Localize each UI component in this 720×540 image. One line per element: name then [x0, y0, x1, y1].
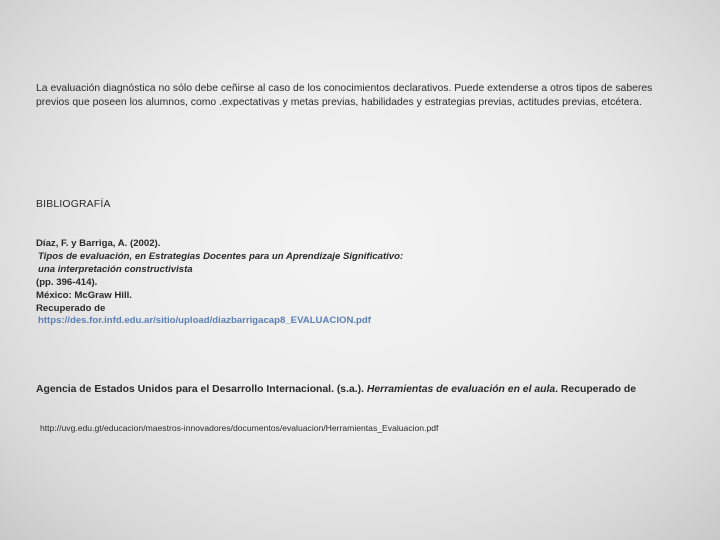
reference-2-url[interactable]: http://uvg.edu.gt/educacion/maestros-innovadores/documentos/evaluacion/Herramientas_Evaluacion.pdf — [40, 423, 439, 433]
reference-1-title-line1: Tipos de evaluación, en Estrategias Docentes para un Aprendizaje Significativo: — [38, 250, 404, 262]
intro-paragraph: La evaluación diagnóstica no sólo debe ceñirse al caso de los conocimientos declarativos. Puede extenderse a otros tipos de saberes previos que poseen los alumnos, como .expectativas y metas previas, habilidades y estrategias previas, actitudes previas, etcétera. — [36, 83, 653, 108]
reference-2-author: Agencia de Estados Unidos para el Desarrollo Internacional. (s.a.). — [36, 384, 364, 395]
reference-1-pages: (pp. 396-414). — [36, 276, 98, 288]
reference-2-retrieved: . Recuperado de — [555, 384, 636, 395]
bibliography-heading: BIBLIOGRAFÍA — [36, 199, 111, 210]
reference-1-title-line2: una interpretación constructivista — [38, 263, 193, 275]
reference-2 — [36, 383, 686, 398]
reference-1-url-link[interactable]: https://des.for.infd.edu.ar/sitio/upload/diazbarrigacap8_EVALUACION.pdf — [38, 315, 371, 327]
reference-1 — [36, 238, 676, 328]
reference-1-publisher: México: McGraw Hill. — [36, 289, 132, 301]
reference-1-authors: Díaz, F. y Barriga, A. (2002). — [36, 238, 161, 249]
reference-1-retrieved: Recuperado de — [36, 302, 106, 314]
reference-2-title: Herramientas de evaluación en el aula — [366, 384, 556, 395]
